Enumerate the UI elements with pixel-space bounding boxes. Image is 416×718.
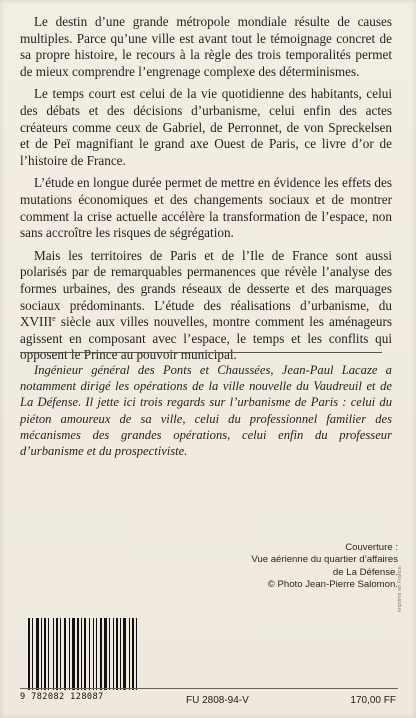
side-imprint: imprimé en France: [397, 566, 403, 612]
barcode-bar: [96, 618, 97, 690]
barcode-bar: [69, 618, 70, 690]
barcode-bar: [109, 618, 110, 690]
barcode-bar: [64, 618, 66, 690]
blurb-paragraph-3: L’étude en longue durée permet de mettre en évidence les effets des mutations économiques et des changements sociaux et de montrer comment la crise actuelle accélère la transformation de l’espace, non sans accroître les risques de ségrégation.: [20, 175, 392, 241]
barcode-bar: [116, 618, 118, 690]
barcode-bar: [72, 618, 75, 690]
cover-credit-line: de La Défense.: [332, 566, 398, 578]
blurb-paragraph-4-start: Mais les territoires de Paris et de l’Ile de France sont aussi polarisés par de remarquables permanences que révèle l’analyse des formes urbaines, des grands réseaux de desserte et des marquages sociaux prédominants. L’étude des réalisations d’urbanisme, du XVIII: [20, 247, 392, 330]
barcode-bar: [32, 618, 33, 690]
barcode-bar: [28, 618, 30, 690]
author-bio-start: Ingénieur général des Ponts et Chaussées,: [34, 363, 282, 377]
author-bio: [20, 362, 392, 459]
barcode-bar: [77, 618, 79, 690]
barcode-bar: [89, 618, 90, 690]
price: 170,00 FF: [350, 695, 396, 706]
blurb-paragraph-2: Le temps court est celui de la vie quotidienne des habitants, celui des débats et des décisions d’urbanisme, celui enfin des actes créateurs comme ceux de Gabriel, de Perronnet, de von Spreckelsen et de Peï magnifiant le grand axe Ouest de Paris, ce livre d’or de l’histoire de France.: [20, 86, 392, 168]
bottom-rule: [20, 688, 398, 689]
barcode-bar: [53, 618, 54, 690]
photo-credit: © Photo Jean-Pierre Salomon.: [267, 579, 398, 591]
barcode-bar: [113, 618, 114, 690]
barcode-bar: [41, 618, 42, 690]
barcode-bar: [93, 618, 94, 690]
author-name: Jean-Paul Lacaze: [281, 363, 378, 377]
barcode-bar: [44, 618, 46, 690]
barcode-bar: [136, 618, 137, 690]
cover-credit: [168, 542, 398, 592]
blurb-paragraph-4-end: siècle aux villes nouvelles, montre comment les aménageurs agissent en composant avec l’espace, le temps et les conflits qui opposent le Prince au pouvoir municipal.: [20, 314, 392, 363]
cover-credit-line: Vue aérienne du quartier d’affaires: [251, 554, 398, 566]
barcode-bar: [120, 618, 121, 690]
cover-credit-heading: Couverture :: [345, 542, 398, 553]
barcode-bar: [48, 618, 49, 690]
blurb-paragraph-1: Le destin d’une grande métropole mondiale résulte de causes multiples. Parce qu’une ville est avant tout le témoignage concret de sa propre histoire, le recours à la règle des trois temporalités permet de mieux comprendre l’engrenage complexe des déterminismes.: [20, 14, 392, 79]
barcode-bar: [81, 618, 82, 690]
product-code: FU 2808-94-V: [186, 695, 249, 706]
isbn-barcode: [20, 618, 146, 704]
barcode-bar: [104, 618, 107, 690]
barcode-digits: 9 782082 128087: [20, 692, 104, 702]
barcode-bars: [28, 618, 140, 690]
author-bio-end: a notamment dirigé les opérations de la ville nouvelle du Vaudreuil et de La Défense. Il jette ici trois regards sur l’urbanisme de Paris : celui du piéton amoureux de sa ville, celui du professionnel familier des mécanismes des grandes opérations, celui enfin du professeur d’urbanisme et du prospectiviste.: [20, 363, 392, 459]
barcode-bar: [132, 618, 134, 690]
separator-rule: [20, 352, 382, 353]
century-superscript: e: [52, 314, 56, 324]
blurb-text: [20, 14, 392, 370]
barcode-bar: [123, 618, 126, 690]
barcode-bar: [100, 618, 102, 690]
barcode-bar: [60, 618, 61, 690]
barcode-bar: [129, 618, 130, 690]
blurb-paragraph-4: [20, 248, 392, 364]
barcode-bar: [36, 618, 39, 690]
barcode-bar: [56, 618, 58, 690]
barcode-bar: [84, 618, 86, 690]
